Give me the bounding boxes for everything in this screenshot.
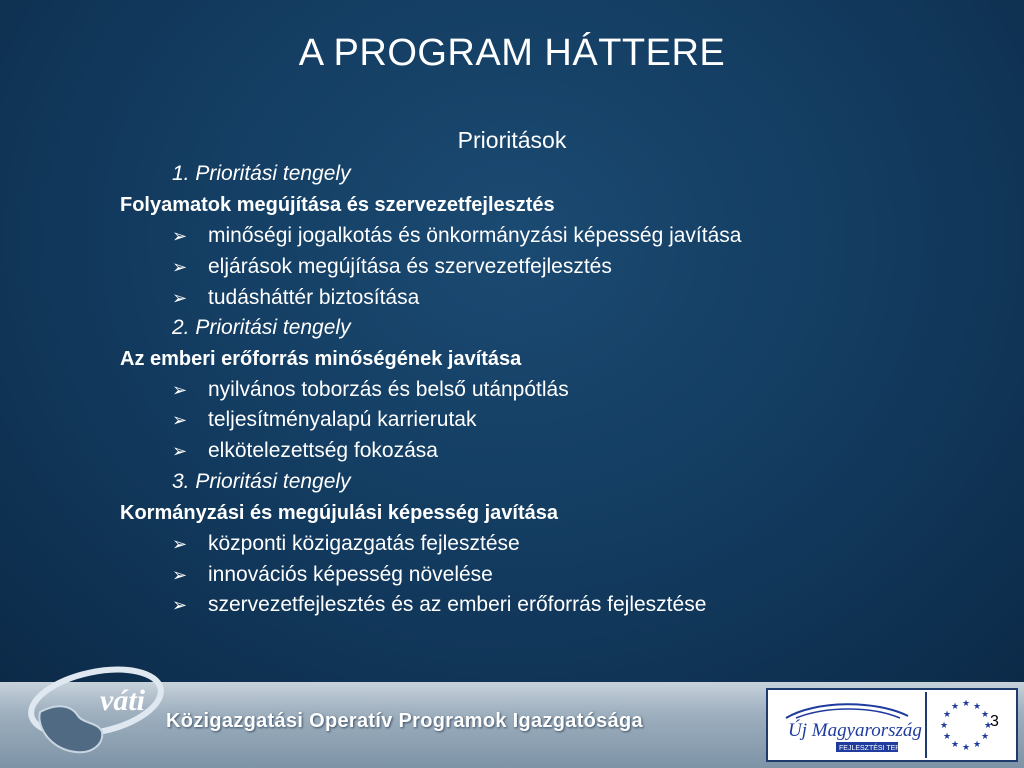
bullet-item	[172, 591, 706, 619]
bullet-text: központi közigazgatás fejlesztése	[208, 532, 520, 555]
eu-flag-icon	[934, 696, 998, 756]
svg-text:★: ★	[961, 743, 971, 753]
logo-text: váti	[100, 684, 145, 717]
organization-name: Közigazgatási Operatív Programok Igazgatósága	[166, 710, 643, 732]
svg-text:★: ★	[980, 710, 990, 720]
svg-text:★: ★	[942, 732, 952, 742]
uj-magyarorszag-logo	[776, 694, 922, 758]
slide-subtitle: Prioritások	[457, 127, 567, 153]
bullet-text: nyilvános toborzás és belső utánpótlás	[208, 378, 569, 401]
bullet-text: szervezetfejlesztés és az emberi erőforrás fejlesztése	[208, 593, 707, 616]
arrow-bullet-icon: ➢	[172, 288, 188, 308]
arrow-bullet-icon: ➢	[172, 226, 188, 246]
arrow-bullet-icon: ➢	[172, 595, 188, 615]
bullet-item	[172, 284, 419, 312]
priority-axis-3: 3. Prioritási tengely	[172, 470, 351, 493]
bullet-text: elkötelezettség fokozása	[208, 439, 438, 462]
svg-text:★: ★	[972, 702, 982, 712]
svg-text:★: ★	[980, 732, 990, 742]
priority-heading-2: Az emberi erőforrás minőségének javítása	[120, 348, 522, 370]
bullet-item	[172, 530, 520, 558]
bullet-text: innovációs képesség növelése	[208, 563, 493, 586]
bullet-text: tudásháttér biztosítása	[208, 286, 420, 309]
priority-axis-2: 2. Prioritási tengely	[172, 316, 351, 339]
badge-title: Új Magyarország	[788, 720, 922, 741]
svg-text:★: ★	[939, 721, 949, 731]
bullet-item	[172, 253, 612, 281]
arrow-bullet-icon: ➢	[172, 534, 188, 554]
bullet-item	[172, 222, 741, 250]
bullet-item	[172, 376, 569, 404]
bullet-item	[172, 561, 493, 589]
svg-text:★: ★	[950, 740, 960, 750]
arrow-bullet-icon: ➢	[172, 410, 188, 430]
page-number: 3	[990, 713, 999, 730]
arrow-bullet-icon: ➢	[172, 441, 188, 461]
priority-heading-1: Folyamatok megújítása és szervezetfejlesztés	[120, 194, 555, 216]
priority-heading-3: Kormányzási és megújulási képesség javítása	[120, 502, 558, 524]
slide-title: A PROGRAM HÁTTERE	[298, 32, 726, 74]
svg-text:★: ★	[972, 740, 982, 750]
vati-logo	[18, 662, 168, 758]
svg-text:★: ★	[983, 721, 993, 731]
bullet-text: teljesítményalapú karrierutak	[208, 408, 477, 431]
bullet-text: minőségi jogalkotás és önkormányzási képesség javítása	[208, 224, 742, 247]
bullet-item	[172, 437, 438, 465]
bullet-text: eljárások megújítása és szervezetfejlesztés	[208, 255, 612, 278]
bullet-item	[172, 406, 476, 434]
badge-divider	[925, 692, 927, 758]
svg-text:★: ★	[961, 699, 971, 709]
arrow-bullet-icon: ➢	[172, 565, 188, 585]
arrow-bullet-icon: ➢	[172, 257, 188, 277]
svg-text:★: ★	[950, 702, 960, 712]
badge-subtitle: FEJLESZTÉSI TERV	[839, 745, 905, 752]
priority-axis-1: 1. Prioritási tengely	[172, 162, 351, 185]
svg-text:★: ★	[942, 710, 952, 720]
arrow-bullet-icon: ➢	[172, 380, 188, 400]
